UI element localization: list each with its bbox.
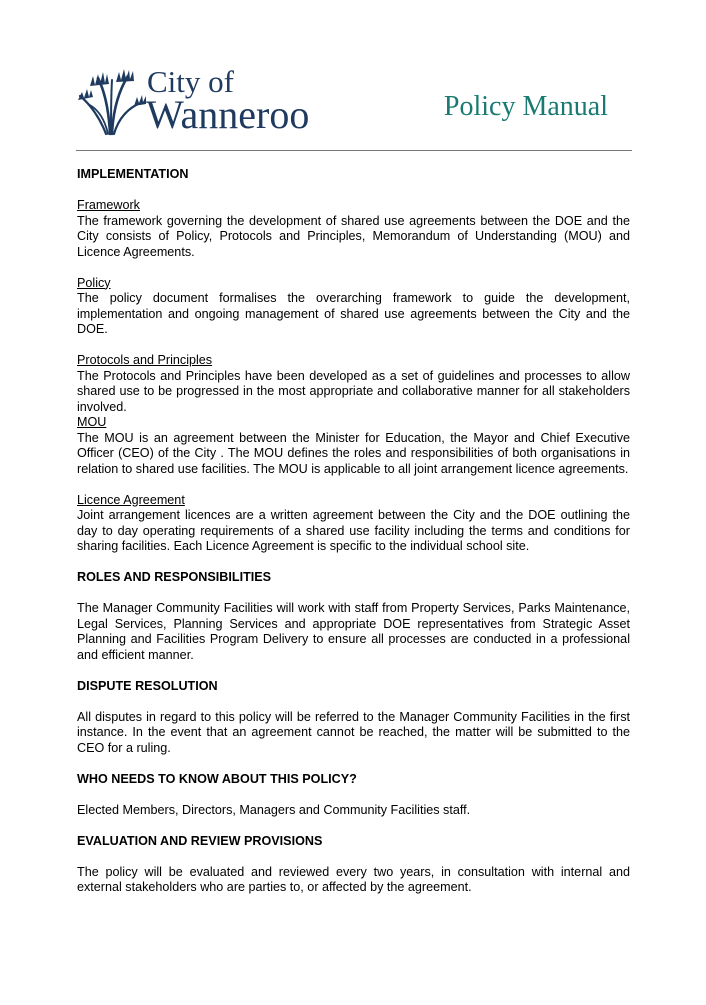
paragraph-who-needs-to-know: Elected Members, Directors, Managers and Community Facilities staff. (77, 802, 471, 817)
paragraph-evaluation: The policy will be evaluated and reviewed every two years, in consultation with internal and external stakeholders who are parties to, or affected by the agreement. (77, 864, 630, 894)
logo-text-wanneroo: Wanneroo (146, 92, 310, 137)
heading-evaluation: EVALUATION AND REVIEW PROVISIONS (77, 833, 323, 848)
header-divider (76, 150, 632, 151)
paragraph-roles: The Manager Community Facilities will work with staff from Property Services, Parks Maintenance, Legal Services, Planning Services and appropriate DOE representatives from Strategic Asset Planning and Facilities Program Delivery to ensure all processes are conducted in a professional and efficient manner. (77, 601, 630, 662)
subheading-framework: Framework (77, 198, 140, 212)
page-header (76, 60, 632, 150)
subheading-policy: Policy (77, 275, 111, 290)
grass-tree-emblem-icon (76, 64, 146, 136)
subheading-mou: MOU (77, 415, 107, 429)
paragraph-policy: The policy document formalises the overarching framework to guide the development, implementation and ongoing management of shared use agreements between the City and the DOE. (77, 291, 630, 336)
paragraph-framework: The framework governing the development of shared use agreements between the DOE and the City consists of Policy, Protocols and Principles, Memorandum of Understanding (MOU) and Licence Agreements. (77, 213, 630, 259)
subheading-licence: Licence Agreement (77, 492, 185, 507)
policy-manual-title: Policy Manual (443, 91, 608, 122)
document-body (77, 167, 630, 896)
heading-implementation: IMPLEMENTATION (77, 167, 189, 181)
logo-text-city-of: City of (147, 64, 234, 99)
paragraph-protocols: The Protocols and Principles have been developed as a set of guidelines and processes to allow shared use to be progressed in the most appropriate and collaborative manner for all stakeholders involved. (77, 368, 630, 414)
paragraph-dispute: All disputes in regard to this policy will be referred to the Manager Community Facilities in the first instance. In the event that an agreement cannot be reached, the matter will be submitted to the CEO for a ruling. (77, 709, 630, 755)
city-of-wanneroo-logo (76, 64, 321, 136)
subheading-protocols: Protocols and Principles (77, 353, 213, 367)
heading-who-needs-to-know: WHO NEEDS TO KNOW ABOUT THIS POLICY? (77, 771, 357, 786)
heading-dispute: DISPUTE RESOLUTION (77, 678, 218, 693)
paragraph-mou: The MOU is an agreement between the Minister for Education, the Mayor and Chief Executive Officer (CEO) of the City . The MOU defines the roles and responsibilities of both organisations in relation to shared use facilities. The MOU is applicable to all joint arrangement licence agreements. (77, 430, 630, 476)
paragraph-licence: Joint arrangement licences are a written agreement between the City and the DOE outlining the day to day operating requirements of a shared use facility including the terms and conditions for sharing facilities. Each Licence Agreement is specific to the individual school site. (77, 508, 630, 553)
heading-roles: ROLES AND RESPONSIBILITIES (77, 570, 272, 584)
